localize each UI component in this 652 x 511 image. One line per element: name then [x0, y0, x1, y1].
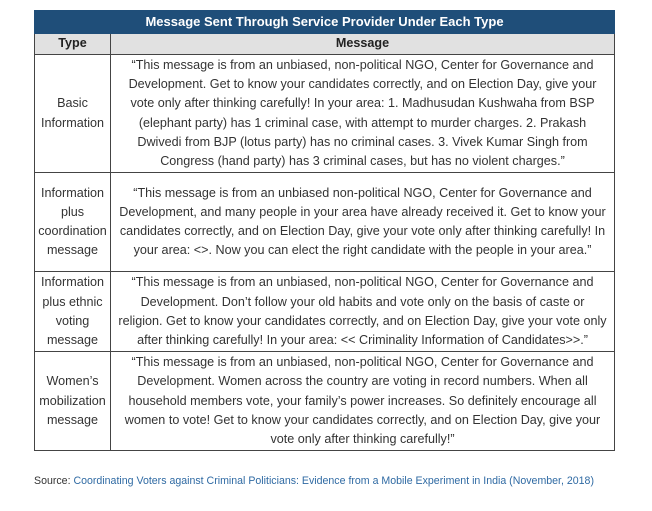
- row-message-cell: “This message is from an unbiased, non-political NGO, Center for Governance and Development. Don’t follow your old habits and vote only on the basis of caste or religion. Get to know your candidates correctly, and on Election Day, give your vote only after thinking carefully! In your area: << Criminality Information of Candidates>>.”: [111, 272, 615, 352]
- table-header-row: [35, 34, 615, 55]
- table-container: [34, 10, 614, 451]
- source-note: [34, 473, 616, 489]
- table-title-row: [35, 11, 615, 34]
- row-message-cell: “This message is from an unbiased, non-political NGO, Center for Governance and Development. Get to know your candidates correctly, and on Election Day, give your vote only after thinking carefully! In your area: 1. Madhusudan Kushwaha from BSP (elephant party) has 1 criminal case, with attempt to murder charges. 2. Prakash Dwivedi from BJP (lotus party) has no criminal cases. 3. Vivek Kumar Singh from Congress (hand party) has 3 criminal cases, but has no violent charges.”: [111, 55, 615, 173]
- row-type-cell: Basic Information: [35, 55, 111, 173]
- table-row: [35, 55, 615, 173]
- table-row: [35, 173, 615, 272]
- row-message-cell: “This message is from an unbiased, non-political NGO, Center for Governance and Development. Women across the country are voting in record numbers. When all household members vote, your family’s power increases. So definitely encourage all women to vote! Get to know your candidates correctly, and on Election Day, give your vote only after thinking carefully!”: [111, 352, 615, 451]
- source-link[interactable]: Coordinating Voters against Criminal Politicians: Evidence from a Mobile Experiment in India (November, 2018): [73, 475, 594, 487]
- message-types-table: [34, 10, 615, 451]
- row-type-cell: Information plus ethnic voting message: [35, 272, 111, 352]
- source-label: Source:: [34, 475, 74, 487]
- row-message-cell: “This message is from an unbiased non-political NGO, Center for Governance and Development, and many people in your area have already received it. Get to know your candidates correctly, and on Election Day, give your vote only after thinking carefully! In your area: <>. Now you can elect the right candidate with the people in your area.”: [111, 173, 615, 272]
- table-row: [35, 352, 615, 451]
- row-type-cell: Women’s mobilization message: [35, 352, 111, 451]
- table-row: [35, 272, 615, 352]
- column-header-message: Message: [111, 34, 615, 55]
- row-type-cell: Information plus coordination message: [35, 173, 111, 272]
- table-title: Message Sent Through Service Provider Under Each Type: [35, 11, 615, 34]
- column-header-type: Type: [35, 34, 111, 55]
